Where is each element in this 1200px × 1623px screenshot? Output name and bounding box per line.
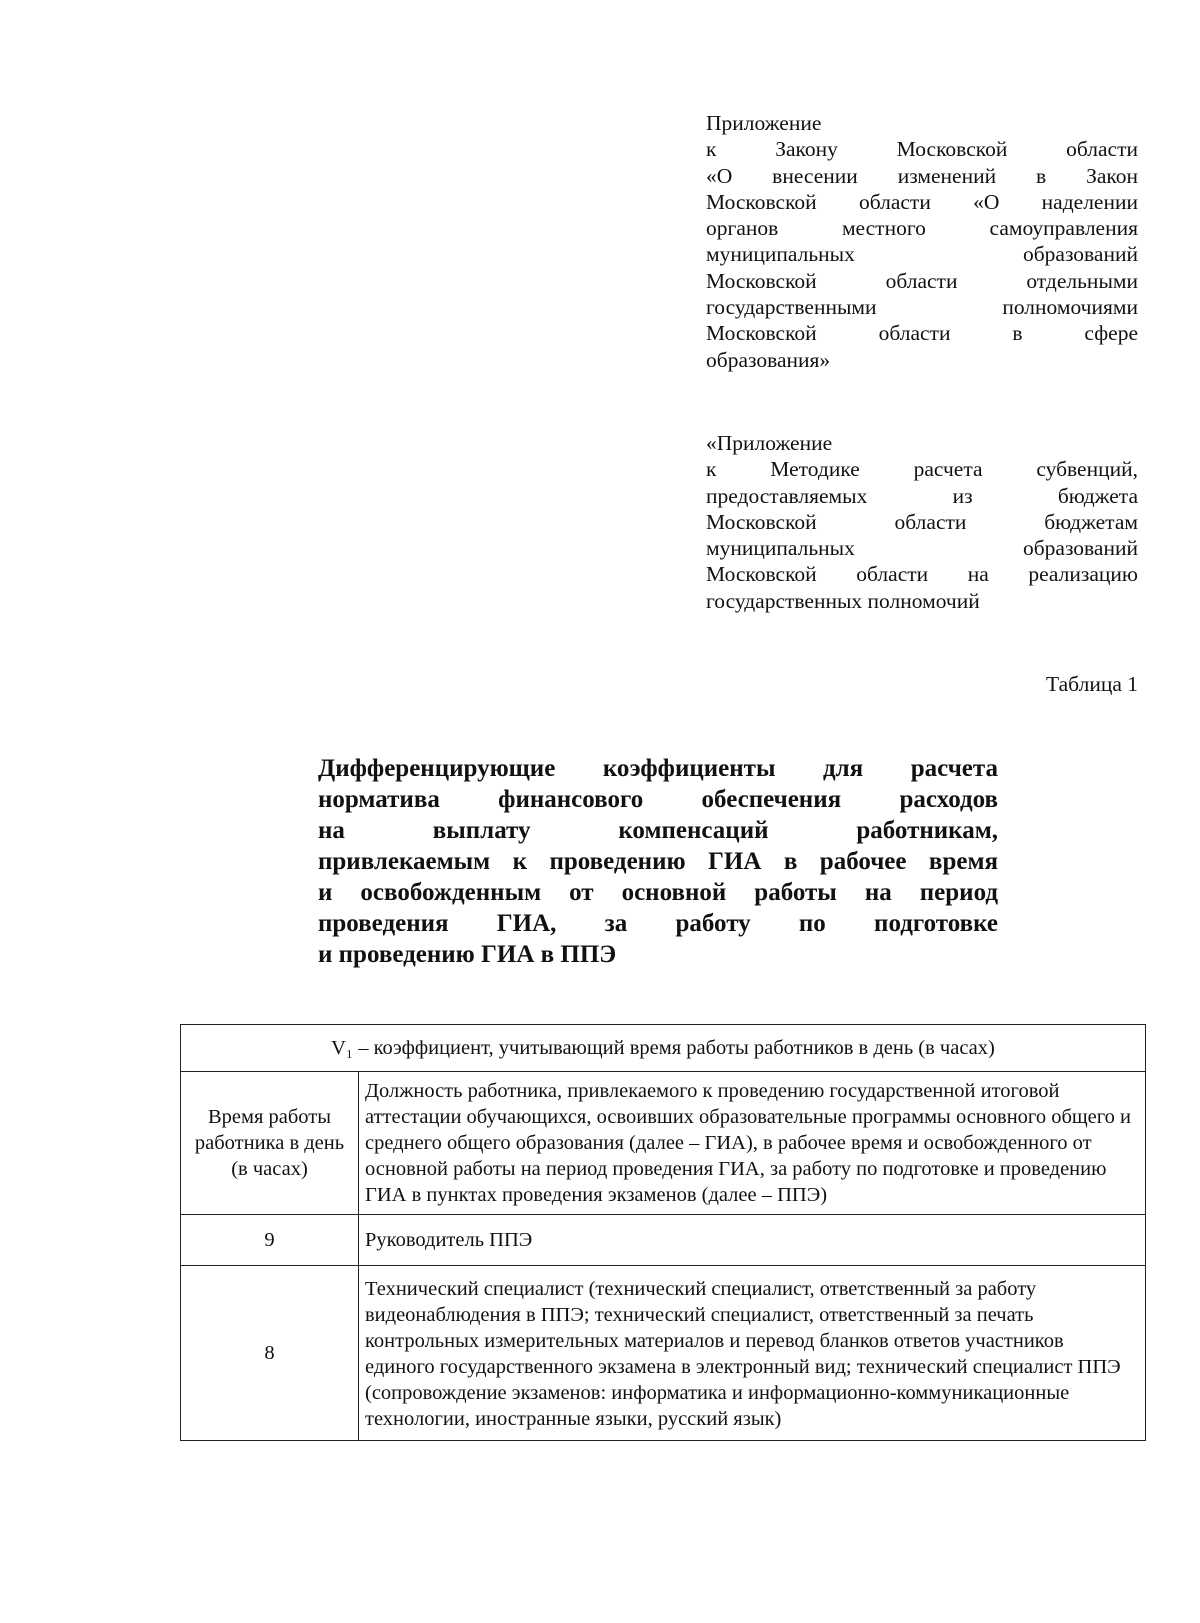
hours-column-header: Время работы работника в день (в часах) [181,1072,359,1215]
annex-law-line: «О внесении изменений в Закон [706,163,1138,188]
annex-method-line: государственных полномочий [706,588,980,613]
table-caption: V₁ – коэффициент, учитывающий время работы работников в день (в часах) [181,1025,1146,1072]
annex-method-line: «Приложение [706,431,833,455]
coefficient-table [180,1024,1146,1441]
title-line: Дифференцирующие коэффициенты для расчета [318,755,998,782]
table-row [181,1266,1146,1441]
annex-method-line: Московской области бюджетам [706,509,1138,534]
annex-method-line: Московской области на реализацию [706,562,1138,587]
table-header-row [181,1072,1146,1215]
position-column-header: Должность работника, привлекаемого к проведению государственной итоговой аттестации обучающихся, освоивших образовательные программы основного общего и среднего общего образования (далее – ГИА), в рабочее время и освобожденного от основной работы на период проведения ГИА, за работу по подготовке и проведению ГИА в пунктах проведения экзаменов (далее – ППЭ) [359,1072,1146,1215]
table-caption-row [181,1025,1146,1072]
annex-law-line: к Закону Московской области [706,137,1138,162]
title-line: и освобожденным от основной работы на период [318,879,998,906]
annex-method-heading [706,430,1138,614]
annex-law-line: Московской области в сфере [706,321,1138,346]
title-line: на выплату компенсаций работникам, [318,817,998,844]
annex-law-line: муниципальных образований [706,242,1138,267]
annex-law-line: государственными полномочиями [706,295,1138,320]
annex-law-line: органов местного самоуправления [706,216,1138,241]
annex-law-heading [706,110,1138,373]
annex-law-line: Московской области отдельными [706,268,1138,293]
annex-method-line: к Методике расчета субвенций, [706,457,1138,482]
hours-cell: 8 [181,1266,359,1441]
table-number: Таблица 1 [1046,672,1138,696]
title-line: проведения ГИА, за работу по подготовке [318,910,998,937]
document-title [318,753,998,970]
title-line: норматива финансового обеспечения расходов [318,786,998,813]
position-cell: Технический специалист (технический специалист, ответственный за работу видеонаблюдения в ППЭ; технический специалист, ответственный за печать контрольных измерительных материалов и перевод бланков ответов участников единого государственного экзамена в электронный вид; технический специалист ППЭ (сопровождение экзаменов: информатика и информационно-коммуникационные технологии, иностранные языки, русский язык) [359,1266,1146,1441]
title-line: и проведению ГИА в ППЭ [318,941,617,968]
title-line: привлекаемым к проведению ГИА в рабочее время [318,848,998,875]
annex-law-line: образования» [706,347,831,372]
hours-cell: 9 [181,1215,359,1266]
position-cell: Руководитель ППЭ [359,1215,1146,1266]
table-row [181,1215,1146,1266]
annex-method-line: муниципальных образований [706,536,1138,561]
annex-law-line: Московской области «О наделении [706,189,1138,214]
annex-law-line: Приложение [706,111,822,135]
annex-method-line: предоставляемых из бюджета [706,483,1138,508]
